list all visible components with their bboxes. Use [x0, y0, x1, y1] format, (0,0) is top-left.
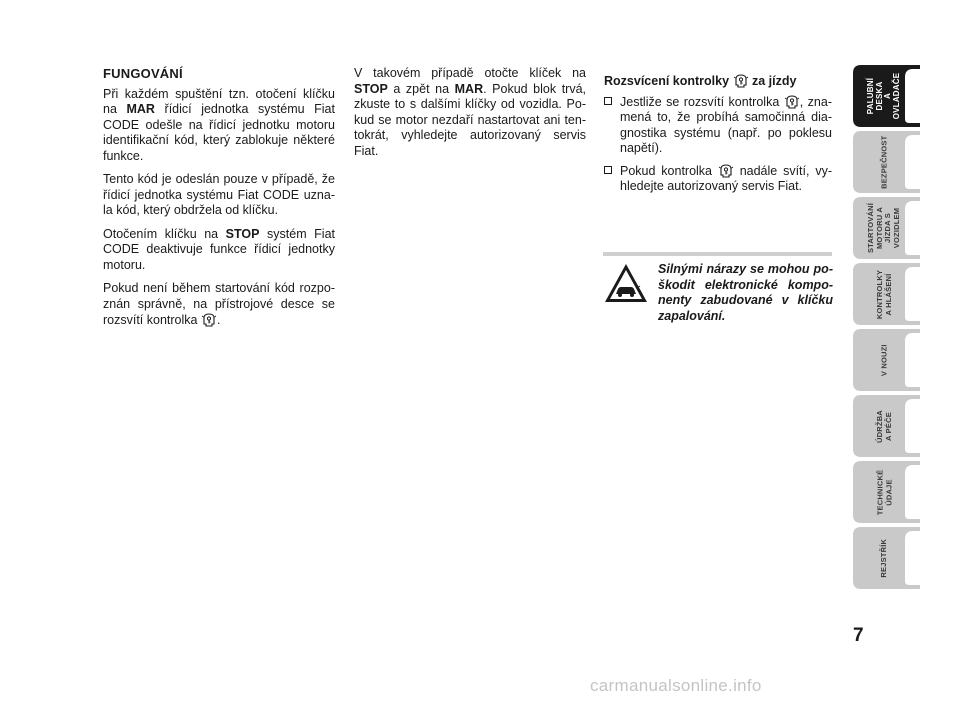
tab-chapter[interactable]: [851, 327, 920, 393]
tab-label: PALUBNÍ DESKA A OVLADAČE: [866, 72, 902, 120]
tab-chapter[interactable]: [851, 525, 920, 591]
fiat-code-key-warning-icon: [201, 312, 217, 327]
fiat-code-key-warning-icon: [784, 94, 800, 109]
fiat-code-key-warning-icon: [733, 73, 749, 88]
tab-label: REJSTŘÍK: [879, 538, 889, 578]
tab-chapter[interactable]: [851, 129, 920, 195]
list-item: Jestliže se rozsvítí kontrolka , znamená to, že probíhá samočinná diagnostika systému (např. po poklesu napětí).: [604, 94, 832, 157]
page-number: 7: [853, 625, 864, 646]
tab-label: KONTROLKY A HLÁŠENÍ: [875, 269, 893, 319]
checkbox-bullet-icon: [604, 97, 612, 105]
column-3: [604, 73, 832, 201]
tab-chapter[interactable]: [851, 261, 920, 327]
column-1: [103, 66, 335, 337]
tab-chapter[interactable]: [851, 195, 920, 261]
tab-label: STARTOVÁNÍ MOTORU A JÍZDA S VOZIDLEM: [866, 202, 901, 254]
warning-divider: [603, 252, 832, 256]
bullet-list: [604, 94, 832, 195]
warning-text: Silnými nárazy se mohou poškodit elektronické komponenty zabudované v klíčku zapalování.: [658, 262, 833, 323]
section-heading: FUNGOVÁNÍ: [103, 66, 183, 81]
tab-label: TECHNICKÉ ÚDAJE: [875, 469, 893, 515]
tab-label: V NOUZI: [879, 344, 889, 376]
paragraph-2: Tento kód je odeslán pouze v případě, že řídicí jednotka systému Fiat CODE uznala kód, který obdržela od klíčku.: [103, 172, 335, 217]
paragraph-3: Otočením klíčku na STOP systém Fiat CODE deaktivuje funkce řídicí jednotky motoru.: [103, 226, 335, 272]
watermark: carmanualsonline.info: [590, 676, 762, 695]
tab-chapter[interactable]: [851, 459, 920, 525]
paragraph-4: Pokud není během startování kód rozpoznán správně, na přístrojové desce se rozsvítí kontrolka .: [103, 281, 335, 327]
tab-label: BEZPEČNOST: [879, 135, 889, 189]
car-crash-warning-icon: [603, 261, 649, 305]
tab-label: ÚDRŽBA A PÉČE: [875, 409, 893, 443]
tab-chapter[interactable]: [851, 63, 920, 129]
subsection-heading: Rozsvícení kontrolky za jízdy: [604, 74, 797, 88]
checkbox-bullet-icon: [604, 166, 612, 174]
list-item: Pokud kontrolka nadále svítí, vyhledejte autorizovaný servis Fiat.: [604, 163, 832, 195]
paragraph-1: Při každém spuštění tzn. otočení klíčku na MAR řídicí jednotka systému Fiat CODE odešle na řídicí jednotku motoru identifikační kód, který zablokuje některé funkce.: [103, 86, 335, 163]
paragraph-5: V takovém případě otočte klíček na STOP a zpět na MAR. Pokud blok trvá, zkuste to s dalšími klíčky od vozidla. Pokud se motor nezdaří nastartovat ani tentokrát, vyhledejte autorizovaný servis Fiat.: [354, 66, 586, 158]
fiat-code-key-warning-icon: [718, 163, 734, 178]
column-2: [354, 66, 586, 167]
tab-chapter[interactable]: [851, 393, 920, 459]
